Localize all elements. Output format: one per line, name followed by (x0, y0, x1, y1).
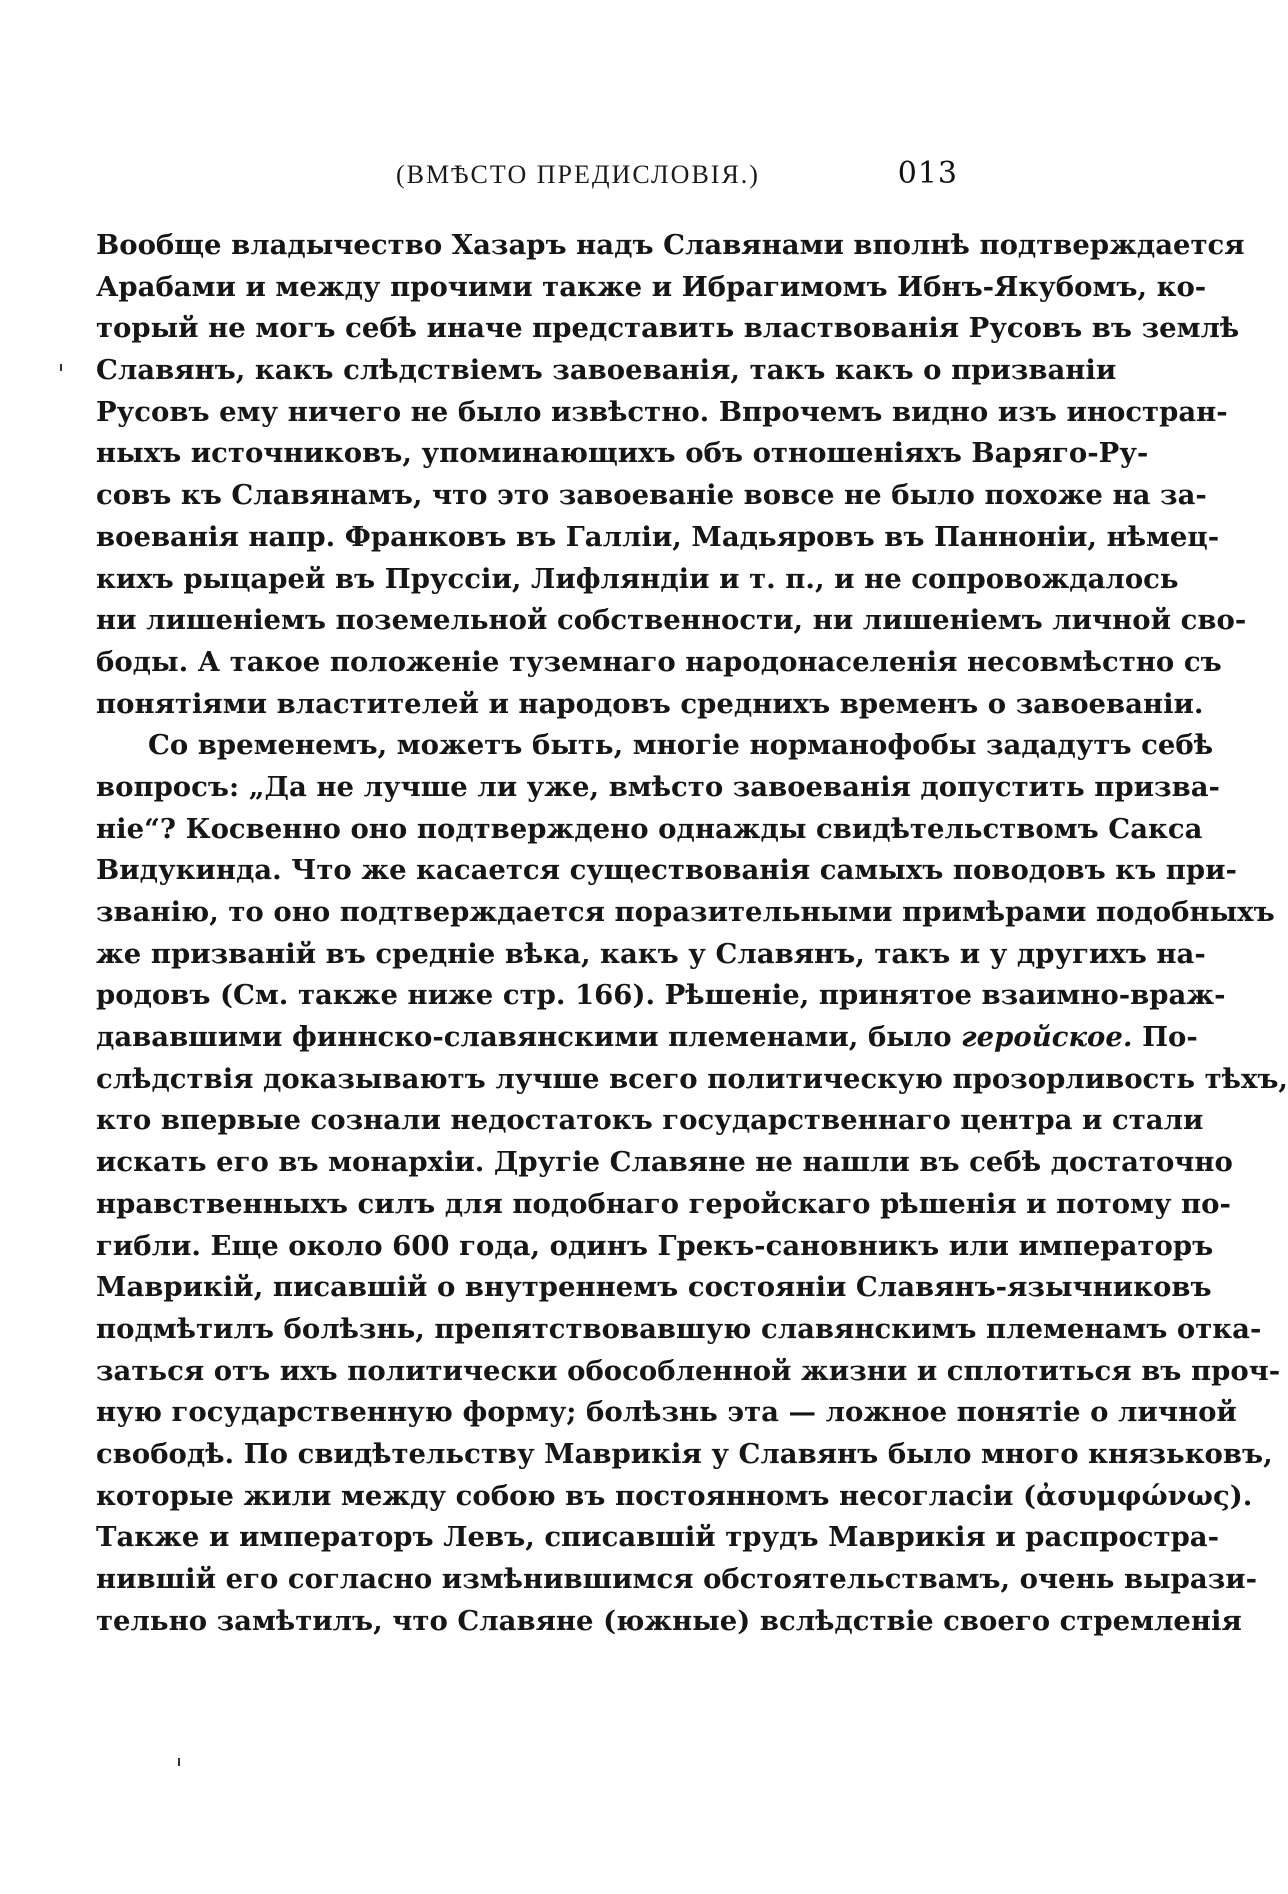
line-text: дававшими финнско-славянскими племенами, было (96, 1021, 952, 1054)
text-line: ніе“? Косвенно оно подтверждено однажды свидѣтельствомъ Сакса (96, 812, 1203, 845)
text-line: родовъ (См. также ниже стр. 166). Рѣшеніе, принятое взаимно-враж- (96, 979, 1226, 1012)
text-line: слѣдствія доказываютъ лучше всего политическую прозорливость тѣхъ, (96, 1062, 1288, 1095)
text-line: званію, то оно подтверждается поразительными примѣрами подобныхъ (96, 896, 1275, 928)
text-line: кихъ рыцарей въ Пруссіи, Лифляндіи и т. п., и не сопровождалось (96, 562, 1179, 595)
text-line: ную государственную форму; болѣзнь эта — ложное понятіе о личной (96, 1396, 1237, 1429)
text-line: нившій его согласно измѣнившимся обстоятельствамъ, очень вырази- (96, 1563, 1258, 1595)
paragraph-1 (96, 225, 1247, 725)
text-line: торый не могъ себѣ иначе представить властвованія Русовъ въ землѣ (96, 312, 1240, 345)
text-line: воеванія напр. Франковъ въ Галліи, Мадьяровъ въ Панноніи, нѣмец- (96, 520, 1220, 553)
text-line-with-emphasis (96, 1017, 1198, 1059)
text-line: гибли. Еще около 600 года, одинъ Грекъ-сановникъ или императоръ (96, 1229, 1214, 1262)
text-line: свободѣ. По свидѣтельству Маврикія у Славянъ было много князьковъ, (96, 1437, 1273, 1470)
text-line: искать его въ монархіи. Другіе Славяне не нашли въ себѣ достаточно (96, 1146, 1233, 1179)
body-text (96, 225, 1288, 1642)
text-line: Также и императоръ Левъ, списавшій трудъ Маврикія и распростра- (96, 1521, 1220, 1554)
text-line: же призваній въ средніе вѣка, какъ у Славянъ, такъ и у другихъ на- (96, 937, 1206, 970)
text-line: подмѣтилъ болѣзнь, препятствовавшую славянскимъ племенамъ отка- (96, 1312, 1262, 1345)
paragraph-2 (96, 725, 1288, 1642)
page-header (96, 156, 958, 200)
text-line: Маврикій, писавшій о внутреннемъ состояніи Славянъ-язычниковъ (96, 1271, 1212, 1304)
italic-emphasis: геройское. (961, 1021, 1133, 1054)
text-line: Славянъ, какъ слѣдствіемъ завоеванія, такъ какъ о призваніи (96, 354, 1117, 387)
text-line: совъ къ Славянамъ, что это завоеваніе вовсе не было похоже на за- (96, 479, 1207, 512)
text-line: кто впервые сознали недостатокъ государственнаго центра и стали (96, 1104, 1204, 1137)
text-line: Арабами и между прочими также и Ибрагимомъ Ибнъ-Якубомъ, ко- (96, 270, 1207, 303)
text-line: заться отъ ихъ политически обособленной жизни и сплотиться въ проч- (96, 1354, 1281, 1387)
page-number: 013 (897, 156, 958, 191)
text-line: Вообще владычество Хазаръ надъ Славянами вполнѣ подтверждается (96, 229, 1245, 261)
scan-speck (60, 364, 62, 371)
text-line: боды. А такое положеніе туземнаго народонаселенія несовмѣстно съ (96, 645, 1222, 678)
text-line: ныхъ источниковъ, упоминающихъ объ отношеніяхъ Варяго-Ру- (96, 437, 1149, 470)
line-text-end: По- (1142, 1021, 1198, 1054)
text-line: Русовъ ему ничего не было извѣстно. Впрочемъ видно изъ иностран- (96, 395, 1228, 428)
text-line: которые жили между собою въ постоянномъ несогласіи (ἀσυμφώνως). (96, 1479, 1253, 1512)
text-line: нравственныхъ силъ для подобнаго геройскаго рѣшенія и потому по- (96, 1187, 1231, 1220)
text-line: Видукинда. Что же касается существованія самыхъ поводовъ къ при- (96, 854, 1237, 887)
text-line: тельно замѣтилъ, что Славяне (южные) вслѣдствіе своего стремленія (96, 1604, 1242, 1637)
text-line: Со временемъ, можетъ быть, многіе норманофобы зададутъ себѣ (148, 729, 1214, 762)
text-line: вопросъ: „Да не лучше ли уже, вмѣсто завоеванія допустить призва- (96, 770, 1220, 803)
text-line: ни лишеніемъ поземельной собственности, ни лишеніемъ личной сво- (96, 604, 1247, 637)
running-title: (ВМѢСТО ПРЕДИСЛОВІЯ.) (396, 160, 760, 189)
text-line: понятіями властителей и народовъ среднихъ временъ о завоеваніи. (96, 687, 1204, 720)
scan-speck (178, 1758, 180, 1766)
